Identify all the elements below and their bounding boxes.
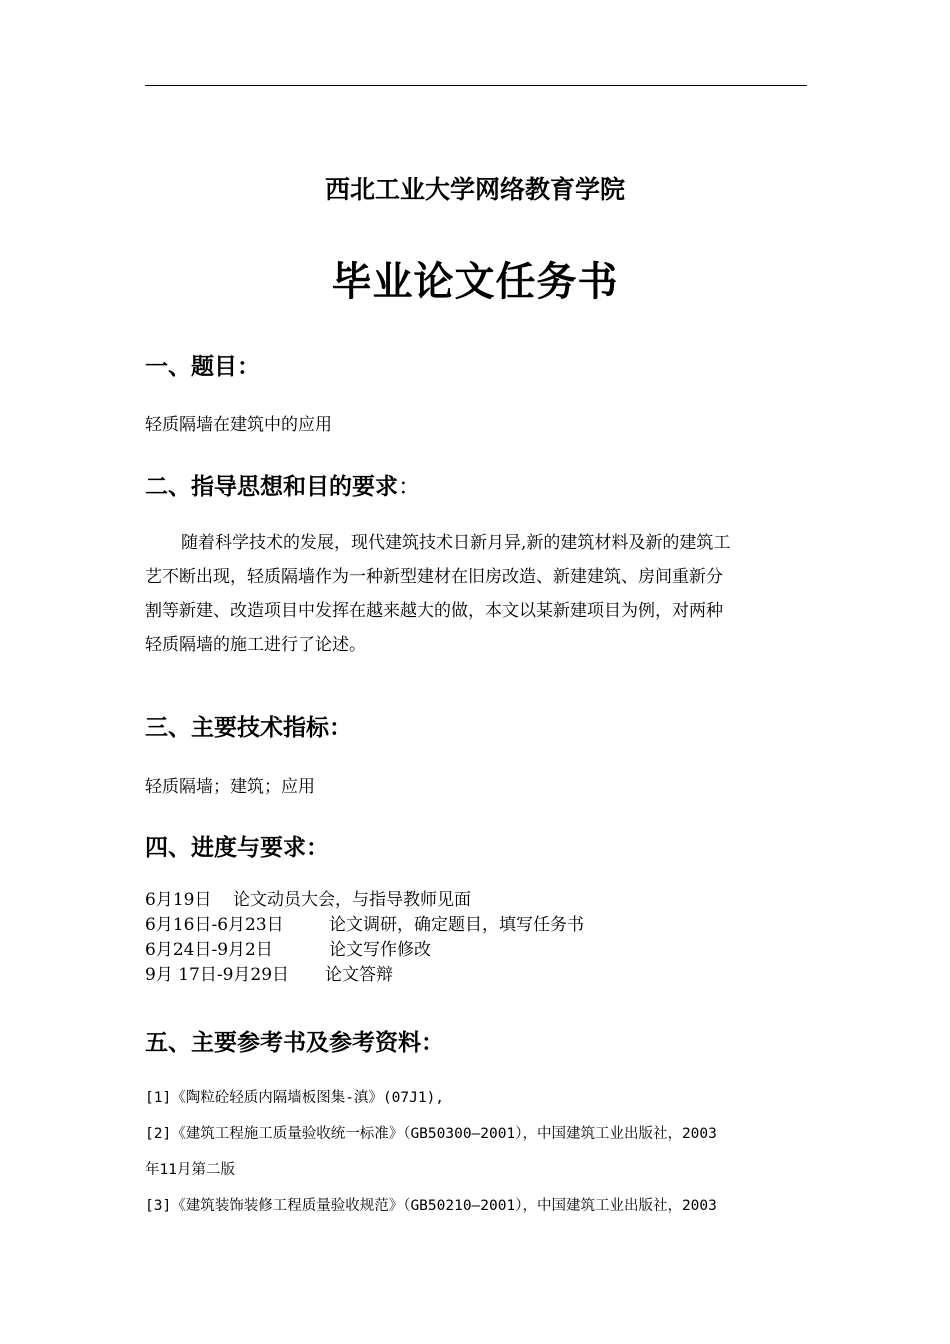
schedule-list bbox=[145, 888, 584, 988]
schedule-task: 论文调研，确定题目，填写任务书 bbox=[329, 915, 584, 935]
section-schedule-heading: 四、进度与要求： bbox=[145, 835, 329, 861]
section-guidance-heading bbox=[145, 468, 421, 501]
paragraph-line: 割等新建、改造项目中发挥在越来越大的做，本文以某新建项目为例，对两种 bbox=[145, 601, 723, 621]
reference-item: [1]《陶粒砼轻质内隔墙板图集-滇》(07J1), bbox=[145, 1090, 445, 1106]
header-rule bbox=[145, 85, 807, 86]
section-guidance-heading-text: 二、指导思想和目的要求 bbox=[145, 474, 398, 500]
document-title: 毕业论文任务书 bbox=[331, 259, 619, 305]
schedule-row bbox=[145, 913, 584, 938]
schedule-row bbox=[145, 938, 584, 963]
paragraph-line: 轻质隔墙的施工进行了论述。 bbox=[145, 635, 366, 655]
schedule-date: 9月 17日-9月29日 bbox=[145, 965, 290, 985]
reference-item-continuation: 年11月第二版 bbox=[145, 1162, 235, 1178]
section-topic-heading: 一、题目： bbox=[145, 354, 260, 380]
reference-item: [3]《建筑装饰装修工程质量验收规范》（GB50210—2001），中国建筑工业出版社，2003 bbox=[145, 1198, 717, 1214]
section-indicators-text: 轻质隔墙；建筑；应用 bbox=[145, 777, 315, 797]
schedule-date: 6月19日 bbox=[145, 890, 212, 910]
paragraph-line: 随着科学技术的发展，现代建筑技术日新月异,新的建筑材料及新的建筑工 bbox=[181, 533, 731, 553]
section-guidance-heading-colon: ： bbox=[398, 474, 421, 500]
paragraph-line: 艺不断出现，轻质隔墙作为一种新型建材在旧房改造、新建建筑、房间重新分 bbox=[145, 567, 723, 587]
institution-name: 西北工业大学网络教育学院 bbox=[324, 175, 625, 204]
schedule-row bbox=[145, 888, 584, 913]
section-references-heading: 五、主要参考书及参考资料： bbox=[145, 1030, 444, 1056]
schedule-task: 论文答辩 bbox=[325, 965, 393, 985]
schedule-date: 6月16日-6月23日 bbox=[145, 915, 284, 935]
schedule-task: 论文写作修改 bbox=[329, 940, 431, 960]
section-indicators-heading: 三、主要技术指标： bbox=[145, 715, 352, 741]
schedule-row bbox=[145, 963, 584, 988]
section-topic-text: 轻质隔墙在建筑中的应用 bbox=[145, 415, 332, 435]
reference-item: [2]《建筑工程施工质量验收统一标准》（GB50300—2001），中国建筑工业出版社，2003 bbox=[145, 1126, 717, 1142]
schedule-date: 6月24日-9月2日 bbox=[145, 940, 273, 960]
section-guidance-paragraph bbox=[145, 526, 807, 662]
schedule-task: 论文动员大会，与指导教师见面 bbox=[233, 890, 471, 910]
